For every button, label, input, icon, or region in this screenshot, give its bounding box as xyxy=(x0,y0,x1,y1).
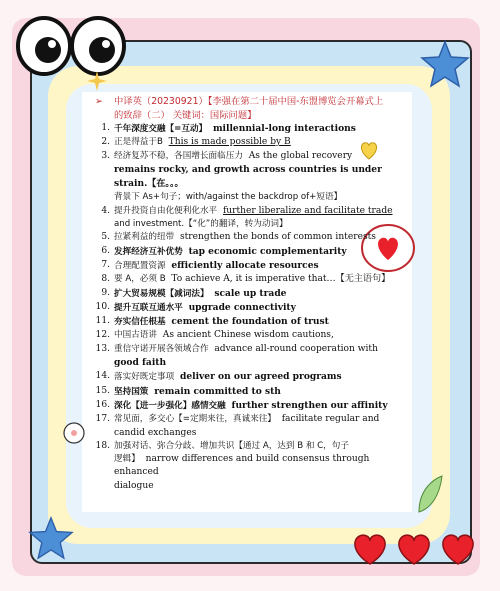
flower-icon xyxy=(60,420,88,446)
title-line-2: 的致辞（二） 关键词：国际问题】 xyxy=(114,109,257,121)
list-item: 7. 合理配置资源 efficiently allocate resources xyxy=(101,259,319,271)
list-item: 13. 重信守诺开展各领域合作 advance all-round cooperation with good faith xyxy=(95,343,378,369)
arrow-bullet-icon: ➢ xyxy=(95,96,103,107)
document-title xyxy=(90,95,410,122)
list-item: 18. 加强对话、弥合分歧、增加共识【通过 A，达到 B 和 C，句子 逻辑】 narrow differences and build consensus through enhanced dialogue xyxy=(95,440,370,491)
list-item: 3. 经济复苏不稳，各国增长面临压力 As the global recovery remains rocky, and growth across countries is under strain.【在。。。 背景下 As+句子；with/against the backdrop of+短语】 xyxy=(101,150,382,203)
list-item: 1. 千年深度交融【=互动】 millennial-long interactions xyxy=(101,123,356,134)
list-item: 11. 夯实信任根基 cement the foundation of trust xyxy=(95,316,329,328)
list-item: 14. 落实好既定事项 deliver on our agreed programs xyxy=(95,371,342,383)
list-item: 5. 拉紧利益的纽带 strengthen the bonds of common interests xyxy=(101,232,376,243)
title-line-1: 中译英（20230921）【李强在第二十届中国-东盟博览会开幕式上 xyxy=(114,96,384,107)
list-item: 4. 提升投资自由化便利化水平 further liberalize and facilitate trade and investment.【“化”的翻译，转为动词】 xyxy=(101,205,393,230)
list-item: 10. 提升互联互通水平 upgrade connectivity xyxy=(95,301,296,313)
star-icon xyxy=(420,40,470,88)
list-item: 17. 常见面，多交心【=定期来往，真诚来往】 facilitate regular and candid exchanges xyxy=(95,414,380,438)
list-item: 12. 中国古语讲 As ancient Chinese wisdom cautions, xyxy=(95,330,334,341)
list-item: 15. 坚持国策 remain committed to sth xyxy=(95,385,281,397)
list-item: 9. 扩大贸易规模【减词法】 scale up trade xyxy=(101,287,287,299)
cartoon-eyes-icon xyxy=(6,4,136,84)
leaf-icon xyxy=(414,474,444,514)
hearts-icon xyxy=(348,528,484,568)
list-item: 8. 要 A，必须 B To achieve A, it is imperative that…【无主语句】 xyxy=(101,274,391,285)
sparkle-icon xyxy=(86,70,108,92)
star-icon xyxy=(28,516,74,560)
list-item: 2. 正是得益于B This is made possible by B xyxy=(101,137,291,148)
vocab-list xyxy=(90,95,410,493)
list-item: 16. 深化【进一步强化】感情交融 further strengthen our affinity xyxy=(95,399,388,411)
list-item: 6. 发挥经济互补优势 tap economic complementarity xyxy=(101,245,347,257)
